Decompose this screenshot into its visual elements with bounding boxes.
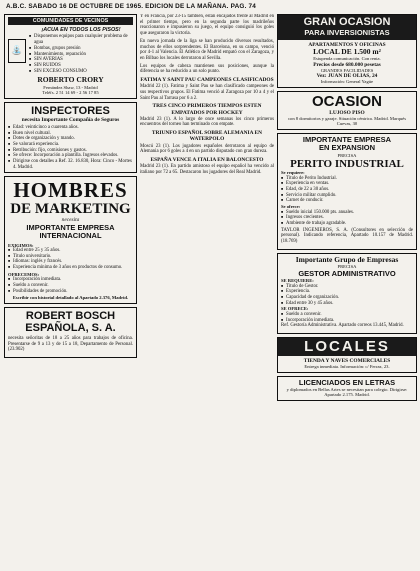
water-tap-icon: ⛲ [8,39,26,63]
list-item: ■ Incorporación inmediata. [286,318,413,324]
ad-gestor-req-list [281,284,413,307]
ad-comunidades-company: ROBERTO CRORY [37,75,104,85]
list-item: ■ Ambiente de trabajo agradable. [286,221,413,227]
ad-gestor-precisa: PRECISA [337,264,357,270]
list-item: ■ Capacidad de organización. [286,295,413,301]
ad-marketing-title-1: HOMBRES [13,178,128,203]
ad-gran-ocasion-line: Precios desde 680.000 pesetas [313,61,381,68]
ad-gestor-req-head: SE REQUIERE: [281,278,314,284]
list-item: ■ Dotes de organización y mando. [13,136,133,142]
ad-bosch [4,307,137,358]
ad-comunidades [4,14,137,99]
article-paragraph: Madrid 22 (1). Fatima y Saint Pau se han clasificado campeones de sus respectivos grupos. El Fatima venció al Zaragoza por 10 a 4 y el Saint Pau al Tarrasa por 6 a 2. [140,84,274,101]
list-item: ■ Se ofrece: Incorporación a plantilla. Ingresos elevados. [13,153,133,159]
ad-licenciados-title: LICENCIADOS EN LETRAS [298,377,396,387]
list-item: ■ Título de Perito Industrial. [286,176,413,182]
ad-gran-ocasion-line: Información: General Yagüe [320,79,374,85]
list-item: ■ SIN AVERIAS [34,57,133,63]
list-item: ■ SIN EXCESO CONSUMO [34,69,133,75]
article-heading: TRIUNFO ESPAÑOL SOBRE ALEMANIA EN WATERPOLO [151,130,263,143]
list-item: ■ Experiencia en ventas. [286,181,413,187]
list-item: ■ Disponemos equipos para cualquier problema de agua [34,34,133,45]
ad-locales [277,337,417,373]
ad-perito-precisa: PRECISA [337,152,357,158]
ad-inspectores-title: INSPECTORES [31,104,110,117]
list-item: ■ Edad entre 30 y 45 años. [286,301,413,307]
ad-perito-title-2: EN EXPANSION [318,143,376,153]
ad-locales-title: LOCALES [278,338,416,356]
ad-gran-ocasion-title-1: GRAN OCASION [278,15,416,29]
ad-bosch-body: necesita señoritas de 18 a 25 años para trabajos de oficina. Presentarse de 9 a 13 y de 15 a 18, Departamento de Personal. (23.902) [8,335,133,353]
ad-gestor-title: Importante Grupo de Empresas [295,254,399,264]
ad-gestor-offer-head: SE OFRECE: [281,306,309,312]
ad-gran-ocasion-line: GRANDES FACILIDADES [320,67,374,73]
ad-gran-ocasion [277,14,417,88]
ad-perito-offer-head: Se ofrece: [281,204,301,210]
article-heading: ESPAÑA VENCE A ITALIA EN BALONCESTO [150,156,264,163]
list-item: ■ SIN RUIDOS [34,63,133,69]
ad-perito-req-head: Se requiere: [281,170,305,176]
ad-gestor-offer-list [281,312,413,323]
ad-inspectores-subtitle: necesita Importante Compañía de Seguros [21,116,120,123]
list-item: ■ Servicio militar cumplido. [286,193,413,199]
ad-gran-ocasion-line: LOCAL DE 1.500 m² [313,46,381,56]
ad-gran-ocasion-line: Vez: JUAN DE OLIAS, 24 [316,73,378,80]
article-paragraph: Los equipos de cabeza mantienen sus posiciones, aunque la diferencia se ha reducido a un solo punto. [140,63,274,75]
article-paragraph: Y en Francia, por 23-15 también, están encajados frente al Madrid en el primer tiempo, pero en la segunda parte los madrileños reaccionaron e impusieron su juego, el equipo consiguió los goles que aseguraron la victoria. [140,14,274,37]
ad-perito-offer-list [281,210,413,227]
ad-marketing-offer-head: OFRECEMOS: [8,271,40,277]
article-paragraph: Moscú 23 (1). Los jugadores españoles derrotaron al equipo de Alemania por 6 goles a 4 en un partido disputado con gran dureza. [140,143,274,155]
ad-marketing-title-2: DE MARKETING [10,201,131,218]
list-item: ■ Retribución: fijo, comisiones y gastos. [13,148,133,154]
ad-ocasion-piso [277,91,417,130]
ad-bosch-title-1: ROBERT BOSCH [25,309,116,322]
ad-marketing-offer-list [8,277,133,294]
list-item: ■ Edad: veinticinco a cuarenta años. [13,125,133,131]
ad-inspectores-list [8,125,133,171]
ad-marketing-contact: Escribir con historial detallado al Apartado 2.376, Madrid. [12,295,129,301]
ad-perito-role: PERITO INDUSTRIAL [290,158,404,171]
article-heading: TRES CINCO PRIMEROS TIEMPOS ESTEN EMPATADOS POR HOCKEY [152,103,262,116]
ad-gestor [277,253,417,334]
list-item: ■ Buen nivel cultural. [13,131,133,137]
ad-perito-contact: TAYLOR INGENIEROS, S. A. (Consultores en selección de personal). Indicando referencia, Apartado 10.157 de Madrid. (18.769) [281,227,413,245]
ad-gestor-contact: Ref. Gestoría Administrativa. Apartado correos 13.445, Madrid. [281,323,404,329]
list-item: ■ Edad, de 22 a 30 años. [286,187,413,193]
list-item: ■ Edad entre 25 y 35 años. [13,248,133,254]
page-header: A.B.C. SABADO 16 DE OCTUBRE DE 1965. EDICION DE LA MAÑANA. PAG. 74 [6,3,257,10]
article-paragraph: En nueva jornada de la liga se han producido diversos resultados, muchos de ellos sorprendentes. El Barcelona, en su campo, venció por 4-1 al Valencia. El Atlético de Madrid empató con el Zaragoza, y en Bilbao los locales derrotaron al Sevilla. [140,38,274,61]
column-middle [140,14,274,568]
ad-marketing-req-list [8,248,133,271]
ad-ocasion-subtitle: LUJOSO PISO [329,109,365,116]
list-item: ■ Se valorará experiencia. [13,142,133,148]
ad-bosch-title-2: ESPAÑOLA, S. A. [25,321,116,334]
ad-perito [277,133,417,250]
ad-marketing-req-head: EXIGIMOS: [8,242,34,248]
article-heading: FATIMA Y SAINT PAU CAMPEONES CLASIFICADOS [140,77,274,84]
ad-gran-ocasion-line: Estupenda comunicación. Con renta. [313,56,381,62]
list-item: ■ Posibilidades de promoción. [13,289,133,295]
ad-marketing-needs: necesita [61,217,80,224]
ad-gestor-role: GESTOR ADMINISTRATIVO [298,268,396,278]
ad-comunidades-phones: Teléfs. 2 51 14 69 - 2 56 17 85 [42,90,99,96]
list-item: ■ Dirigirse con detalles a Ref. 32. 16.830, Hora: Cinco - Mortes 4. Madrid. [13,159,133,170]
ad-comunidades-list [29,34,133,74]
list-item: ■ Carnet de conducir. [286,198,413,204]
ad-gran-ocasion-title-2: PARA INVERSIONISTAS [278,29,416,40]
ad-marketing-company: IMPORTANTE EMPRESA INTERNACIONAL [26,222,115,241]
list-item: ■ Sueldo inicial 150.000 pts. anuales. [286,210,413,216]
ad-comunidades-address: Fernández Shaw, 13 - Madrid [43,84,98,90]
list-item: ■ Ingresos crecientes. [286,215,413,221]
list-item: ■ Experiencia mínima de 3 años en productos de consumo. [13,265,133,271]
ad-inspectores [4,102,137,174]
column-right [277,14,417,568]
column-left [4,14,137,568]
list-item: ■ Incorporación inmediata. [13,277,133,283]
article-paragraph: Madrid 23 (1). En partido amistoso el equipo español ha vencido al italiano por 72 a 65. Destacaron los jugadores del Real Madrid. [140,164,274,175]
ad-marketing [4,176,137,303]
ad-ocasion-body: con 8 dormitorios y garaje. Situación céntrica. Madrid. Marqués Cuevas, 30 [288,116,406,127]
list-item: ■ Título universitario. [13,254,133,260]
ad-perito-req-list [281,176,413,205]
ad-licenciados-body: y diplomados en Bellas Artes se necesitan para colegio. Dirigirse: Apartado 2.175. Madrid. [286,387,408,398]
list-item: ■ Mantenimiento, reparación [34,52,133,58]
ad-gran-ocasion-line: APARTAMENTOS Y OFICINAS [308,41,386,48]
ad-ocasion-title: OCASION [311,92,382,110]
ad-comunidades-title: COMUNIDADES DE VECINOS [8,17,133,25]
ad-locales-body: Entrega inmediata. Información: c/ Ferraz, 23. [304,364,390,370]
list-item: ■ Idiomas: inglés y francés. [13,259,133,265]
list-item: ■ Bombas, grupos presión [34,46,133,52]
ad-locales-subtitle: TIENDA Y NAVES COMERCIALES [303,357,391,364]
article-paragraph: Madrid 23 (1). A lo largo de once semanas los cinco primeros encuentros del torneo han terminado con empate. [140,116,274,128]
ad-licenciados [277,376,417,401]
list-item: ■ Sueldo a convenir. [286,312,413,318]
list-item: ■ Experiencia. [286,289,413,295]
list-item: ■ Título de Gestor. [286,284,413,290]
ad-comunidades-slogan: ¡ACUA EN TODOS LOS PISOS! [41,27,121,34]
ad-perito-title-1: IMPORTANTE EMPRESA [302,134,392,144]
list-item: ■ Sueldo a convenir. [13,283,133,289]
